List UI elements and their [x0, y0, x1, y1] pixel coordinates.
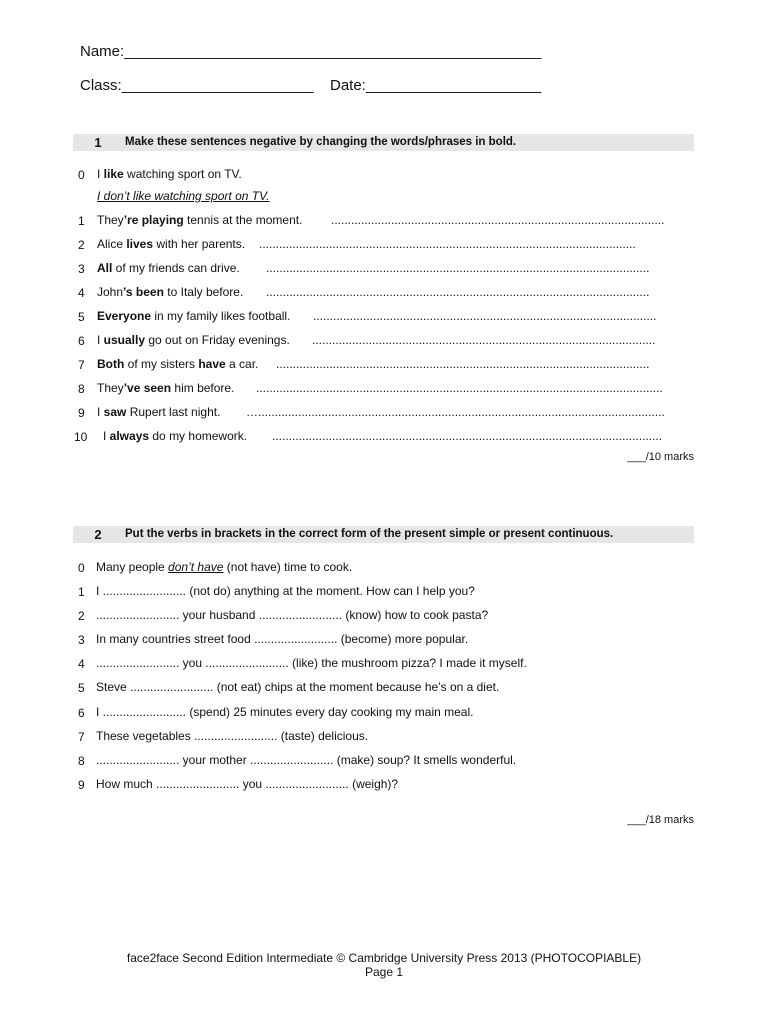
- answer-line[interactable]: ................................................................................................................: [276, 357, 650, 371]
- exercise-row: Steve ......................... (not eat) chips at the moment because he’s on a diet.: [96, 680, 500, 694]
- item-number: 0: [78, 168, 85, 182]
- bold-phrase: like: [103, 167, 124, 181]
- exercise-row: How much ......................... you ......................... (weigh)?: [96, 777, 399, 791]
- exercise-row: I ......................... (not do) anything at the moment. How can I help you?: [96, 584, 475, 598]
- bold-phrase: ’ve seen: [123, 381, 172, 395]
- bold-phrase: ’re playing: [123, 213, 184, 227]
- bold-phrase: ’s been: [123, 285, 164, 299]
- exercise-row: ......................... you ......................... (like) the mushroom pizza? I made it myself.: [96, 656, 527, 670]
- item-number: 2: [78, 609, 85, 623]
- section1-number: 1: [94, 135, 102, 150]
- item-number: 9: [78, 406, 85, 420]
- sentence-row: [97, 333, 290, 347]
- sentence-row: [97, 237, 245, 251]
- bold-phrase: All: [97, 261, 113, 275]
- sentence-text: Many people: [96, 560, 169, 574]
- item-number: 6: [78, 334, 85, 348]
- item-number: 7: [78, 730, 85, 744]
- sentence-text: with her parents.: [153, 237, 246, 251]
- item-number: 10: [74, 430, 88, 444]
- answer-line[interactable]: ....................................................................................................: [331, 213, 665, 227]
- bold-phrase: have: [198, 357, 226, 371]
- bold-phrase: always: [109, 429, 150, 443]
- sentence-text: watching sport on TV.: [123, 167, 242, 181]
- answer-line[interactable]: ...................................................................................................................: [266, 285, 650, 299]
- item-number: 5: [78, 310, 85, 324]
- item-number: 1: [78, 214, 85, 228]
- footer-copyright: face2face Second Edition Intermediate © Cambridge University Press 2013 (PHOTOCOPIABLE): [126, 951, 642, 965]
- sentence-row: [97, 213, 302, 227]
- exercise-row: ......................... your husband ......................... (know) how to cook pasta?: [96, 608, 489, 622]
- sentence-text: Alice: [97, 237, 127, 251]
- sentence-text: They: [97, 213, 124, 227]
- answer-line[interactable]: …..........................................................................................................................: [246, 405, 665, 419]
- date-line: _____________________: [365, 77, 542, 94]
- sentence-text: (not have) time to cook.: [223, 560, 353, 574]
- bold-phrase: Everyone: [97, 309, 152, 323]
- answer-line[interactable]: ...................................................................................................................: [266, 261, 650, 275]
- class-label: Class:: [80, 77, 122, 94]
- item-number: 4: [78, 286, 85, 300]
- example-answer: I don’t like watching sport on TV.: [97, 189, 270, 203]
- exercise-row: ......................... your mother ......................... (make) soup? It smells wonderful.: [96, 753, 517, 767]
- answer-line[interactable]: .....................................................................................................................: [272, 429, 663, 443]
- exercise-row: In many countries street food ......................... (become) more popular.: [96, 632, 469, 646]
- sentence-text: of my friends can drive.: [112, 261, 240, 275]
- answer-line[interactable]: .................................................................................................................: [259, 237, 636, 251]
- section2-marks: ___/18 marks: [627, 814, 694, 826]
- sentence-text: tennis at the moment.: [183, 213, 303, 227]
- sentence-row: [97, 357, 258, 371]
- sentence-row: [97, 381, 234, 395]
- bold-phrase: Both: [97, 357, 125, 371]
- item-number: 0: [78, 561, 85, 575]
- sentence-text: I: [97, 333, 104, 347]
- sentence-text: to Italy before.: [163, 285, 244, 299]
- item-number: 9: [78, 778, 85, 792]
- sentence-row: [103, 429, 247, 443]
- sentence-text: him before.: [171, 381, 235, 395]
- item-number: 8: [78, 754, 85, 768]
- item-number: 4: [78, 657, 85, 671]
- footer-page-number: Page 1: [364, 965, 404, 979]
- class-line: _______________________: [121, 77, 314, 94]
- answer-line[interactable]: ..........................................................................................................................: [256, 381, 663, 395]
- sentence-text: I: [97, 405, 104, 419]
- exercise-row: These vegetables ......................... (taste) delicious.: [96, 729, 369, 743]
- sentence-row: [97, 405, 220, 419]
- sentence-text: I: [97, 167, 104, 181]
- date-label: Date:: [330, 77, 366, 94]
- sentence-text: go out on Friday evenings.: [145, 333, 290, 347]
- exercise-row: I ......................... (spend) 25 minutes every day cooking my main meal.: [96, 705, 474, 719]
- example-sentence: [96, 560, 352, 574]
- sentence-text: of my sisters: [124, 357, 199, 371]
- item-number: 6: [78, 706, 85, 720]
- answer-line[interactable]: .......................................................................................................: [312, 333, 656, 347]
- class-field: [80, 77, 314, 94]
- item-number: 8: [78, 382, 85, 396]
- bold-phrase: saw: [103, 405, 127, 419]
- sentence-text: Rupert last night.: [126, 405, 221, 419]
- bold-phrase: lives: [126, 237, 154, 251]
- section1-instruction: Make these sentences negative by changing the words/phrases in bold.: [125, 136, 517, 148]
- name-field: [80, 43, 541, 60]
- section2-number: 2: [94, 527, 102, 542]
- section1-marks: ___/10 marks: [627, 451, 694, 463]
- answer-line[interactable]: .......................................................................................................: [313, 309, 657, 323]
- example-answer: don’t have: [168, 560, 224, 574]
- date-field: [330, 77, 541, 94]
- sentence-row: [97, 285, 243, 299]
- sentence-text: I: [103, 429, 110, 443]
- bold-phrase: usually: [103, 333, 146, 347]
- sentence-text: John: [97, 285, 124, 299]
- example-sentence: [97, 167, 242, 181]
- section2-instruction: Put the verbs in brackets in the correct form of the present simple or present continuous.: [125, 528, 614, 540]
- sentence-row: [97, 261, 240, 275]
- sentence-text: do my homework.: [149, 429, 248, 443]
- item-number: 5: [78, 681, 85, 695]
- sentence-text: in my family likes football.: [151, 309, 291, 323]
- section2-header: [73, 526, 694, 543]
- sentence-row: [97, 309, 290, 323]
- name-label: Name:: [80, 43, 125, 60]
- name-line: __________________________________________________: [124, 43, 542, 60]
- section1-header: [73, 134, 694, 151]
- item-number: 1: [78, 585, 85, 599]
- item-number: 7: [78, 358, 85, 372]
- sentence-text: They: [97, 381, 124, 395]
- sentence-text: a car.: [225, 357, 259, 371]
- item-number: 3: [78, 633, 85, 647]
- item-number: 2: [78, 238, 85, 252]
- item-number: 3: [78, 262, 85, 276]
